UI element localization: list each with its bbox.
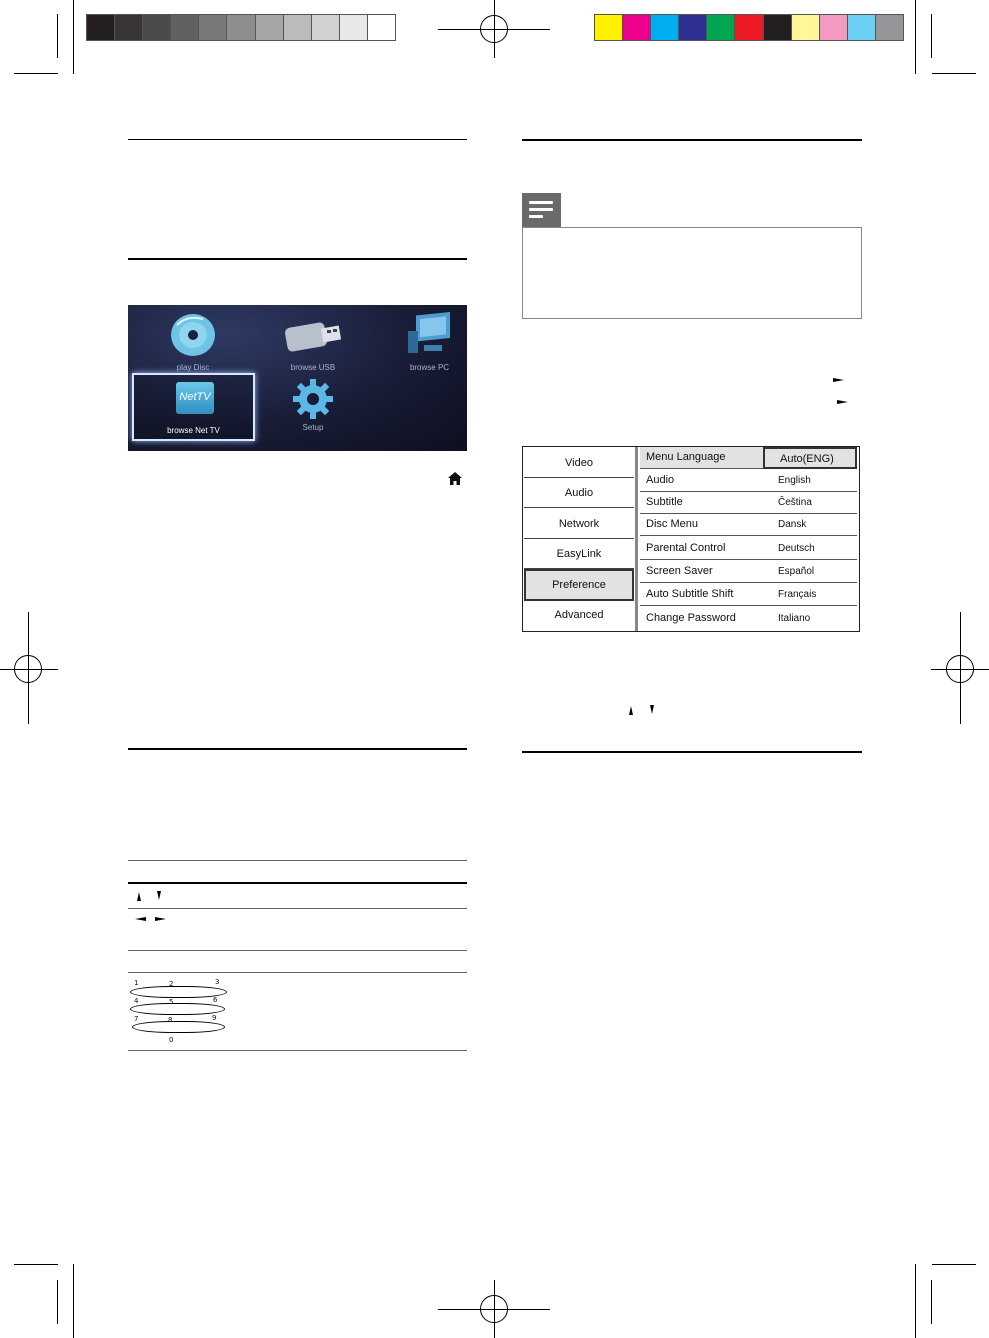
crop-mark (915, 0, 916, 74)
value-deutsch[interactable]: Deutsch (763, 538, 857, 560)
color-swatch (678, 14, 707, 41)
option-screen-saver[interactable]: Screen Saver (640, 561, 765, 583)
note-box (522, 227, 862, 319)
keypad-key: 8 (168, 1016, 173, 1024)
home-menu-label: browse PC (409, 363, 450, 372)
value-english[interactable]: English (763, 470, 857, 492)
home-menu-label: browse Net TV (167, 426, 220, 435)
color-swatch (594, 14, 623, 41)
tab-video[interactable]: Video (524, 449, 634, 478)
color-swatch (339, 14, 368, 41)
usb-icon (278, 311, 348, 359)
option-audio[interactable]: Audio (640, 470, 765, 492)
color-swatch (763, 14, 792, 41)
tab-advanced[interactable]: Advanced (554, 609, 604, 621)
crop-mark (932, 1264, 976, 1265)
color-swatch (311, 14, 340, 41)
option-parental-control[interactable]: Parental Control (640, 538, 765, 560)
tab-easylink[interactable]: EasyLink (524, 540, 634, 569)
up-down-arrow-icon (137, 890, 167, 904)
value-cestina[interactable]: Čeština (763, 492, 857, 514)
home-menu-item-play-disc[interactable] (153, 311, 233, 373)
option-subtitle[interactable]: Subtitle (640, 492, 765, 514)
value-auto-eng[interactable]: Auto(ENG) (763, 447, 857, 469)
net-tv-icon: NetTV (176, 382, 214, 414)
color-swatch (198, 14, 227, 41)
crop-mark (57, 1280, 58, 1324)
section-rule (522, 139, 862, 141)
tab-network[interactable]: Network (524, 510, 634, 539)
option-change-password[interactable]: Change Password (646, 612, 736, 624)
color-swatch (706, 14, 735, 41)
color-swatch (367, 14, 396, 41)
table-rule (128, 1050, 467, 1051)
color-swatch (142, 14, 171, 41)
numeric-keypad-icon (130, 978, 230, 1048)
note-icon (522, 193, 561, 227)
keypad-key: 0 (169, 1036, 174, 1044)
table-rule (128, 908, 467, 909)
option-disc-menu[interactable]: Disc Menu (640, 514, 765, 536)
crop-mark (915, 1264, 916, 1338)
section-rule (128, 748, 467, 750)
value-italiano[interactable]: Italiano (778, 613, 811, 624)
crop-mark (932, 73, 976, 74)
home-menu-label: browse USB (290, 363, 336, 372)
tab-audio[interactable]: Audio (524, 479, 634, 508)
registration-cross (28, 612, 29, 724)
home-menu-item-browse-net-tv[interactable] (132, 373, 255, 441)
crop-mark (57, 14, 58, 58)
crop-mark (931, 14, 932, 58)
home-menu-label: Setup (302, 423, 324, 432)
color-swatch (283, 14, 312, 41)
crop-mark (73, 0, 74, 74)
home-menu-item-browse-pc[interactable] (392, 311, 467, 373)
crop-mark (73, 1264, 74, 1338)
column-divider (635, 447, 638, 631)
keypad-key: 1 (134, 979, 139, 987)
color-swatch (86, 14, 115, 41)
setup-menu (522, 446, 860, 632)
keypad-key: 9 (212, 1014, 217, 1022)
up-down-arrow-icon (629, 704, 659, 718)
registration-cross (0, 669, 58, 670)
option-auto-subtitle-shift[interactable]: Auto Subtitle Shift (640, 584, 765, 606)
keypad-key: 7 (134, 1015, 139, 1023)
table-rule (128, 860, 467, 861)
home-menu-screenshot (128, 305, 467, 451)
color-swatch (819, 14, 848, 41)
tab-preference[interactable]: Preference (524, 569, 634, 601)
crop-mark (14, 73, 58, 74)
keypad-key: 6 (213, 996, 218, 1004)
right-arrow-icon (833, 378, 844, 382)
table-header-rule (128, 882, 467, 884)
home-menu-label: play Disc (176, 363, 210, 372)
color-swatch (734, 14, 763, 41)
color-swatch (114, 14, 143, 41)
table-rule (128, 972, 467, 973)
value-francais[interactable]: Français (763, 584, 857, 606)
color-swatch (847, 14, 876, 41)
table-rule (128, 950, 467, 951)
home-menu-item-browse-usb[interactable] (273, 311, 353, 373)
section-rule (128, 258, 467, 260)
registration-cross (494, 1280, 495, 1338)
value-espanol[interactable]: Español (763, 561, 857, 583)
color-swatch (791, 14, 820, 41)
home-menu-item-setup[interactable] (273, 377, 353, 437)
crop-mark (931, 1280, 932, 1324)
section-rule (522, 751, 862, 753)
color-swatch (875, 14, 904, 41)
right-arrow-icon (837, 400, 848, 404)
keypad-key: 3 (215, 978, 220, 986)
color-swatch (170, 14, 199, 41)
pc-icon (402, 311, 458, 359)
color-swatch (226, 14, 255, 41)
keypad-key: 5 (169, 998, 174, 1006)
disc-icon (167, 311, 219, 359)
keypad-key: 4 (134, 997, 139, 1005)
color-swatch (255, 14, 284, 41)
gear-icon (290, 377, 336, 421)
color-swatch (622, 14, 651, 41)
value-dansk[interactable]: Dansk (763, 514, 857, 536)
crop-mark (14, 1264, 58, 1265)
color-swatch (650, 14, 679, 41)
keypad-key: 2 (169, 980, 174, 988)
home-icon (448, 472, 462, 485)
registration-cross (494, 0, 495, 58)
option-menu-language[interactable]: Menu Language (640, 447, 765, 469)
left-right-arrow-icon (135, 916, 169, 926)
section-rule (128, 139, 467, 140)
registration-cross (960, 612, 961, 724)
